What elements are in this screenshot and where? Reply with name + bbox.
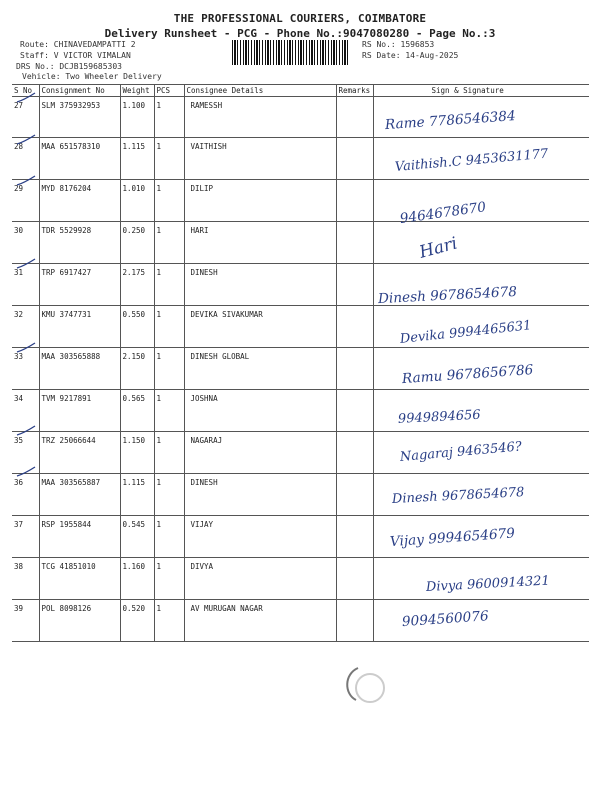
sno-cell: 39 bbox=[12, 600, 39, 642]
weight-cell: 0.550 bbox=[120, 306, 154, 348]
pcs-cell: 1 bbox=[154, 600, 184, 642]
consignee-cell: DINESH bbox=[184, 474, 336, 516]
sno-cell: 37 bbox=[12, 516, 39, 558]
check-mark-icon bbox=[16, 175, 36, 189]
consignment-cell: TRZ 25066644 bbox=[39, 432, 120, 474]
handwritten-signature: 9464678670 bbox=[398, 199, 488, 228]
check-mark-icon bbox=[16, 134, 36, 148]
check-mark-icon bbox=[16, 466, 36, 480]
signature-cell bbox=[373, 222, 589, 264]
handwritten-signature: 9949894656 bbox=[397, 407, 481, 427]
consignment-cell: TCG 41851010 bbox=[39, 558, 120, 600]
col-weight: Weight bbox=[120, 85, 154, 97]
handwritten-signature: 9094560076 bbox=[401, 608, 490, 631]
handwritten-signature: Hari bbox=[417, 234, 460, 263]
pcs-cell: 1 bbox=[154, 138, 184, 180]
weight-cell: 1.115 bbox=[120, 474, 154, 516]
consignment-cell: TVM 9217891 bbox=[39, 390, 120, 432]
sno-cell: 27 bbox=[12, 97, 39, 138]
consignment-cell: MAA 651578310 bbox=[39, 138, 120, 180]
remarks-cell bbox=[336, 97, 373, 138]
company-title: THE PROFESSIONAL COURIERS, COIMBATORE bbox=[173, 12, 427, 25]
sno-cell: 36 bbox=[12, 474, 39, 516]
consignee-cell: VIJAY bbox=[184, 516, 336, 558]
stamp-mark bbox=[338, 660, 398, 710]
handwritten-signature: Divya 9600914321 bbox=[425, 573, 551, 595]
remarks-cell bbox=[336, 390, 373, 432]
consignment-cell: KMU 3747731 bbox=[39, 306, 120, 348]
weight-cell: 0.250 bbox=[120, 222, 154, 264]
vehicle-label: Vehicle: Two Wheeler Delivery bbox=[22, 72, 162, 81]
consignee-cell: DEVIKA SIVAKUMAR bbox=[184, 306, 336, 348]
sno-cell: 29 bbox=[12, 180, 39, 222]
col-pcs: PCS bbox=[154, 85, 184, 97]
table-row bbox=[12, 600, 589, 642]
col-sno: S No bbox=[12, 85, 39, 97]
weight-cell: 1.010 bbox=[120, 180, 154, 222]
weight-cell: 0.520 bbox=[120, 600, 154, 642]
consignment-cell: POL 8098126 bbox=[39, 600, 120, 642]
weight-cell: 1.100 bbox=[120, 97, 154, 138]
check-mark-icon bbox=[16, 258, 36, 272]
pcs-cell: 1 bbox=[154, 390, 184, 432]
sno-cell: 33 bbox=[12, 348, 39, 390]
handwritten-signature: Ramu 9678656786 bbox=[401, 362, 534, 388]
weight-cell: 2.175 bbox=[120, 264, 154, 306]
remarks-cell bbox=[336, 306, 373, 348]
pcs-cell: 1 bbox=[154, 348, 184, 390]
remarks-cell bbox=[336, 558, 373, 600]
table-row bbox=[12, 222, 589, 264]
remarks-cell bbox=[336, 600, 373, 642]
remarks-cell bbox=[336, 516, 373, 558]
consignment-cell: SLM 375932953 bbox=[39, 97, 120, 138]
weight-cell: 1.150 bbox=[120, 432, 154, 474]
weight-cell: 0.565 bbox=[120, 390, 154, 432]
consignment-cell: TDR 5529928 bbox=[39, 222, 120, 264]
sno-cell: 28 bbox=[12, 138, 39, 180]
col-consignee: Consignee Details bbox=[184, 85, 336, 97]
handwritten-signature: Devika 9994465631 bbox=[399, 318, 533, 347]
handwritten-signature: Rame 7786546384 bbox=[384, 108, 517, 134]
consignee-cell: DIVYA bbox=[184, 558, 336, 600]
remarks-cell bbox=[336, 264, 373, 306]
remarks-cell bbox=[336, 432, 373, 474]
consignee-cell: AV MURUGAN NAGAR bbox=[184, 600, 336, 642]
remarks-cell bbox=[336, 222, 373, 264]
route-label: Route: CHINAVEDAMPATTI 2 bbox=[20, 40, 136, 49]
consignee-cell: NAGARAJ bbox=[184, 432, 336, 474]
weight-cell: 1.160 bbox=[120, 558, 154, 600]
handwritten-signature: Vijay 9994654679 bbox=[389, 525, 516, 551]
remarks-cell bbox=[336, 474, 373, 516]
drs-label: DRS No.: DCJB159685303 bbox=[16, 62, 122, 71]
runsheet-table bbox=[12, 84, 589, 642]
pcs-cell: 1 bbox=[154, 306, 184, 348]
consignee-cell: HARI bbox=[184, 222, 336, 264]
check-mark-icon bbox=[16, 342, 36, 356]
sno-cell: 35 bbox=[12, 432, 39, 474]
pcs-cell: 1 bbox=[154, 516, 184, 558]
pcs-cell: 1 bbox=[154, 97, 184, 138]
col-remarks: Remarks bbox=[336, 85, 373, 97]
consignment-cell: RSP 1955844 bbox=[39, 516, 120, 558]
barcode-graphic bbox=[232, 40, 350, 65]
consignment-cell: MAA 303565887 bbox=[39, 474, 120, 516]
table-header-row bbox=[12, 85, 589, 97]
check-mark-icon bbox=[16, 425, 36, 439]
consignment-cell: MYD 8176204 bbox=[39, 180, 120, 222]
handwritten-signature: Dinesh 9678654678 bbox=[377, 284, 518, 308]
consignment-cell: TRP 6917427 bbox=[39, 264, 120, 306]
pcs-cell: 1 bbox=[154, 222, 184, 264]
remarks-cell bbox=[336, 138, 373, 180]
consignee-cell: DINESH GLOBAL bbox=[184, 348, 336, 390]
pcs-cell: 1 bbox=[154, 180, 184, 222]
sno-cell: 31 bbox=[12, 264, 39, 306]
remarks-cell bbox=[336, 348, 373, 390]
weight-cell: 2.150 bbox=[120, 348, 154, 390]
sno-cell: 32 bbox=[12, 306, 39, 348]
runsheet-subtitle: Delivery Runsheet - PCG - Phone No.:9047080280 - Page No.:3 bbox=[104, 27, 496, 40]
staff-label: Staff: V VICTOR VIMALAN bbox=[20, 51, 131, 60]
pcs-cell: 1 bbox=[154, 558, 184, 600]
consignment-cell: MAA 303565888 bbox=[39, 348, 120, 390]
pcs-cell: 1 bbox=[154, 474, 184, 516]
weight-cell: 0.545 bbox=[120, 516, 154, 558]
pcs-cell: 1 bbox=[154, 432, 184, 474]
pcs-cell: 1 bbox=[154, 264, 184, 306]
col-signature: Sign & Signature bbox=[373, 85, 589, 97]
rs-date-label: RS Date: 14-Aug-2025 bbox=[362, 51, 459, 60]
consignee-cell: JOSHNA bbox=[184, 390, 336, 432]
weight-cell: 1.115 bbox=[120, 138, 154, 180]
sno-cell: 38 bbox=[12, 558, 39, 600]
handwritten-signature: Dinesh 9678654678 bbox=[391, 485, 525, 507]
consignee-cell: DILIP bbox=[184, 180, 336, 222]
remarks-cell bbox=[336, 180, 373, 222]
consignee-cell: RAMESSH bbox=[184, 97, 336, 138]
consignee-cell: DINESH bbox=[184, 264, 336, 306]
sno-cell: 34 bbox=[12, 390, 39, 432]
sno-cell: 30 bbox=[12, 222, 39, 264]
handwritten-signature: Nagaraj 9463546? bbox=[399, 439, 523, 465]
table-row bbox=[12, 180, 589, 222]
consignee-cell: VAITHISH bbox=[184, 138, 336, 180]
check-mark-icon bbox=[16, 92, 36, 106]
table-row bbox=[12, 390, 589, 432]
handwritten-signature: Vaithish.C 9453631177 bbox=[394, 146, 549, 175]
col-consignment: Consignment No bbox=[39, 85, 120, 97]
rs-no-label: RS No.: 1596853 bbox=[362, 40, 435, 49]
